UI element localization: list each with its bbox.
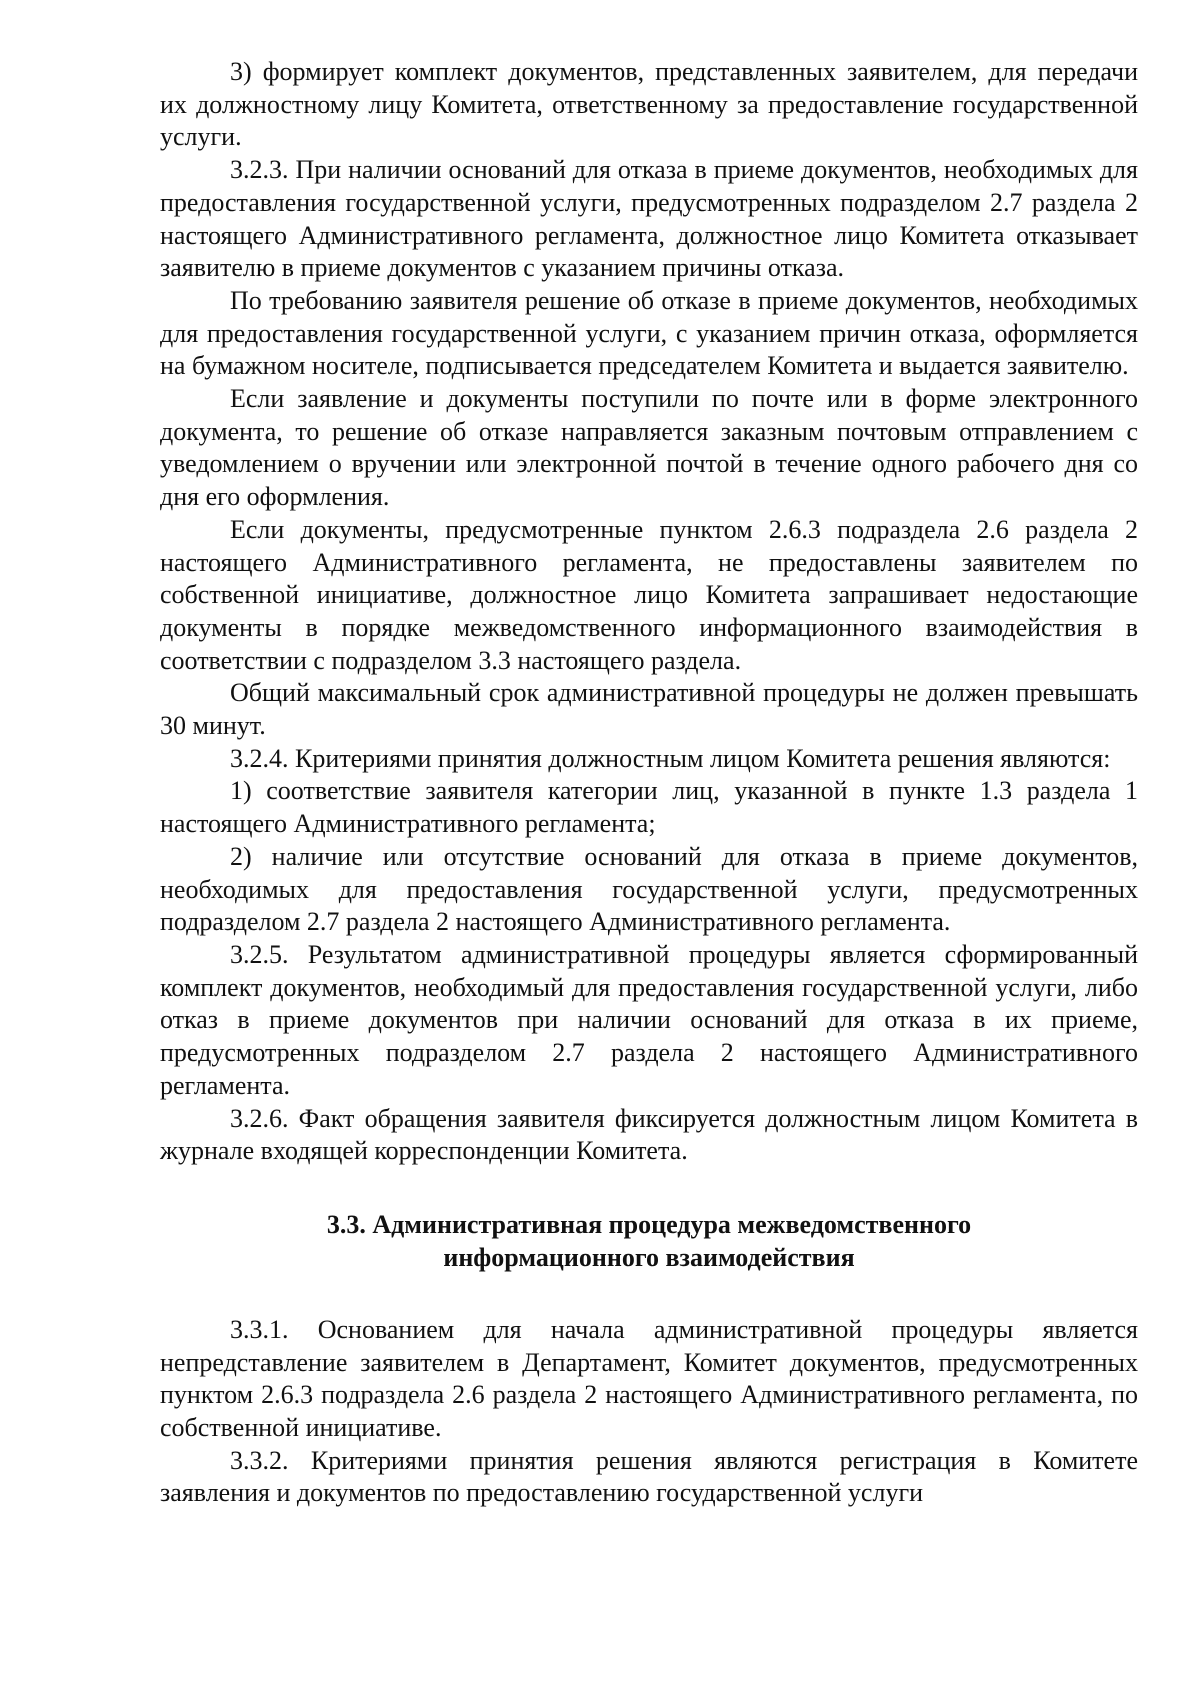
paragraph: По требованию заявителя решение об отказе в приеме документов, необходимых для предоставления государственной услуги, с указанием причин отказа, оформляется на бумажном носителе, подписывается председателем Комитета и выдается заявителю. xyxy=(160,285,1138,381)
section-heading-line-2: информационного взаимодействия xyxy=(443,1242,855,1272)
paragraph: Если заявление и документы поступили по почте или в форме электронного документа, то решение об отказе направляется заказным почтовым отправлением с уведомлением о вручении или электронной почтой в течение одного рабочего дня со дня его оформления. xyxy=(160,384,1138,512)
paragraph: 3.3.1. Основанием для начала административной процедуры является непредставление заявителем в Департамент, Комитет документов, предусмотренных пунктом 2.6.3 подраздела 2.6 раздела 2 настоящего Административного регламента, по собственной инициативе. xyxy=(160,1314,1138,1443)
paragraph: Общий максимальный срок административной процедуры не должен превышать 30 минут. xyxy=(160,678,1138,741)
document-page xyxy=(160,56,1138,1510)
section-heading-line-1: 3.3. Административная процедура межведомственного xyxy=(326,1209,972,1239)
paragraph: 2) наличие или отсутствие оснований для отказа в приеме документов, необходимых для предоставления государственной услуги, предусмотренных подразделом 2.7 раздела 2 настоящего Административного регламента. xyxy=(160,841,1138,937)
paragraph: Если документы, предусмотренные пунктом 2.6.3 подраздела 2.6 раздела 2 настоящего Административного регламента, не предоставлены заявителем по собственной инициативе, должностное лицо Комитета запрашивает недостающие документы в порядке межведомственного информационного взаимодействия в соответствии с подразделом 3.3 настоящего раздела. xyxy=(160,514,1138,675)
paragraph: 1) соответствие заявителя категории лиц, указанной в пункте 1.3 раздела 1 настоящего Административного регламента; xyxy=(160,776,1138,839)
paragraph: 3.2.4. Критериями принятия должностным лицом Комитета решения являются: xyxy=(230,743,1111,773)
paragraph: 3.3.2. Критериями принятия решения являются регистрация в Комитете заявления и документов по предоставлению государственной услуги xyxy=(160,1445,1138,1508)
section-heading xyxy=(160,1208,1138,1274)
paragraph: 3.2.3. При наличии оснований для отказа в приеме документов, необходимых для предоставления государственной услуги, предусмотренных подразделом 2.7 раздела 2 настоящего Административного регламента, должностное лицо Комитета отказывает заявителю в приеме документов с указанием причины отказа. xyxy=(160,155,1138,283)
paragraph: 3.2.6. Факт обращения заявителя фиксируется должностным лицом Комитета в журнале входящей корреспонденции Комитета. xyxy=(160,1103,1138,1166)
paragraph: 3) формирует комплект документов, представленных заявителем, для передачи их должностному лицу Комитета, ответственному за предоставление государственной услуги. xyxy=(160,57,1138,152)
paragraph: 3.2.5. Результатом административной процедуры является сформированный комплект документов, необходимый для предоставления государственной услуги, либо отказ в приеме документов при наличии оснований для отказа в их приеме, предусмотренных подразделом 2.7 раздела 2 настоящего Административного регламента. xyxy=(160,939,1138,1100)
